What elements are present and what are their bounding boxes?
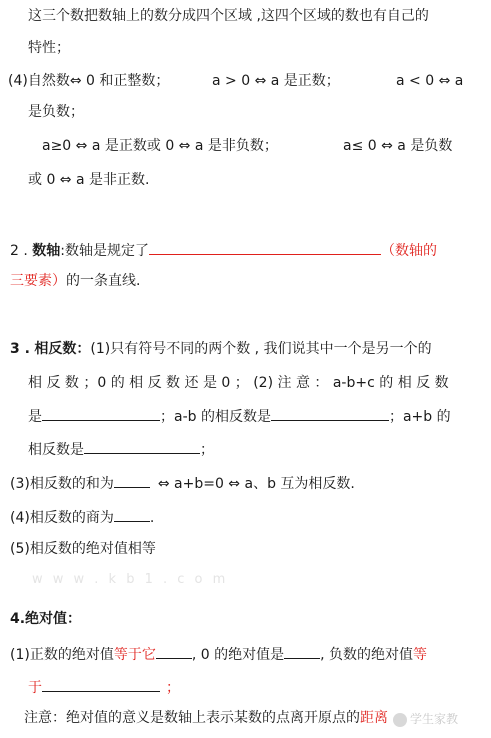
para-regions-line2: 特性； (28, 40, 70, 56)
section3-blank-4 (114, 472, 150, 488)
section2-line2 (10, 271, 140, 291)
logo-watermark-text: 学生家教 (410, 712, 459, 726)
site-watermark: w w w . k b 1 . c o m (32, 572, 229, 587)
section3-item4 (10, 506, 154, 526)
section3-item4-b: . (149, 510, 155, 526)
section3-item4-a: (4)相反数的商为 (10, 510, 114, 526)
section4-l1-red-b: 等 (413, 647, 428, 663)
section4-l2-red: 于 (28, 680, 42, 696)
section4-l2-end: ； (166, 680, 180, 696)
section2-number: 2 . (10, 243, 28, 259)
item4-nonnegative: a≥0 ⇔ a 是正数或 0 ⇔ a 是非负数； (42, 138, 278, 154)
section4-title: 4.绝对值： (10, 611, 82, 627)
section4-blank-2 (284, 643, 320, 659)
section3-l4-a: 相反数是 (28, 442, 84, 458)
section3-item5: (5)相反数的绝对值相等 (10, 541, 156, 557)
section3-l3-a: 是 (28, 409, 42, 425)
section4-l1-c: , 0 的绝对值是 (191, 647, 285, 663)
item4-natural-numbers: (4)自然数⇔ 0 和正整数； (8, 73, 170, 89)
section4-l1-a: (1)正数的绝对值 (10, 647, 114, 663)
section4-line2 (28, 676, 180, 696)
section4-note-a: 注意：绝对值的意义是数轴上表示某数的点离开原点的 (24, 710, 360, 726)
section3-line4 (28, 438, 214, 458)
section2-title: 数轴 (32, 243, 61, 259)
section3-line3 (28, 405, 451, 425)
section3-item3-a: (3)相反数的和为 (10, 476, 114, 492)
section4-blank-3 (42, 676, 160, 692)
section3-blank-5 (114, 506, 150, 522)
item4-negative-end: 是负数； (28, 104, 84, 120)
section3-item3 (10, 472, 355, 492)
section3-item3-b: ⇔ a+b=0 ⇔ a、b 互为相反数. (157, 476, 355, 492)
logo-watermark (393, 710, 458, 727)
section4-l1-d: , 负数的绝对值 (320, 647, 414, 663)
section4-l1-red-a: 等于它 (113, 647, 156, 663)
section2-red-answer-cont: 三要素） (10, 273, 66, 289)
section3-title: 相反数： (34, 341, 91, 357)
section4-note-red: 距离 (360, 710, 388, 726)
item4-nonpositive-start: a≤ 0 ⇔ a 是负数 (343, 138, 453, 154)
logo-watermark-icon (393, 713, 407, 727)
section3-blank-1 (42, 405, 160, 421)
section3-line2: 相 反 数 ；0 的 相 反 数 还 是 0 ； (2) 注 意 ： a-b+c 的 相 反 数 (28, 375, 449, 391)
section2-text: :数轴是规定了 (60, 243, 149, 259)
section3-blank-3 (84, 438, 200, 454)
section3-blank-2 (271, 405, 389, 421)
item4-negative-start: a < 0 ⇔ a (396, 73, 464, 89)
section3-line1 (10, 339, 432, 359)
item4-positive: a > 0 ⇔ a 是正数； (212, 73, 340, 89)
section3-text: (1)只有符号不同的两个数 , 我们说其中一个是另一个的 (90, 341, 432, 357)
section3-l3-c: ；a+b 的 (388, 409, 451, 425)
section2-tail: 的一条直线. (66, 273, 141, 289)
section4-note (24, 708, 388, 728)
section2-line1 (10, 239, 437, 259)
item4-nonpositive-end: 或 0 ⇔ a 是非正数. (28, 172, 150, 188)
section2-blank (149, 239, 381, 255)
para-regions-line1: 这三个数把数轴上的数分成四个区域 ,这四个区域的数也有自己的 (28, 8, 429, 24)
section3-number: 3 . (10, 341, 30, 357)
section2-red-answer: （数轴的 (380, 243, 437, 259)
section4-blank-1 (156, 643, 192, 659)
section4-line1 (10, 643, 427, 663)
section3-l4-b: ； (200, 442, 214, 458)
section3-l3-b: ；a-b 的相反数是 (160, 409, 271, 425)
